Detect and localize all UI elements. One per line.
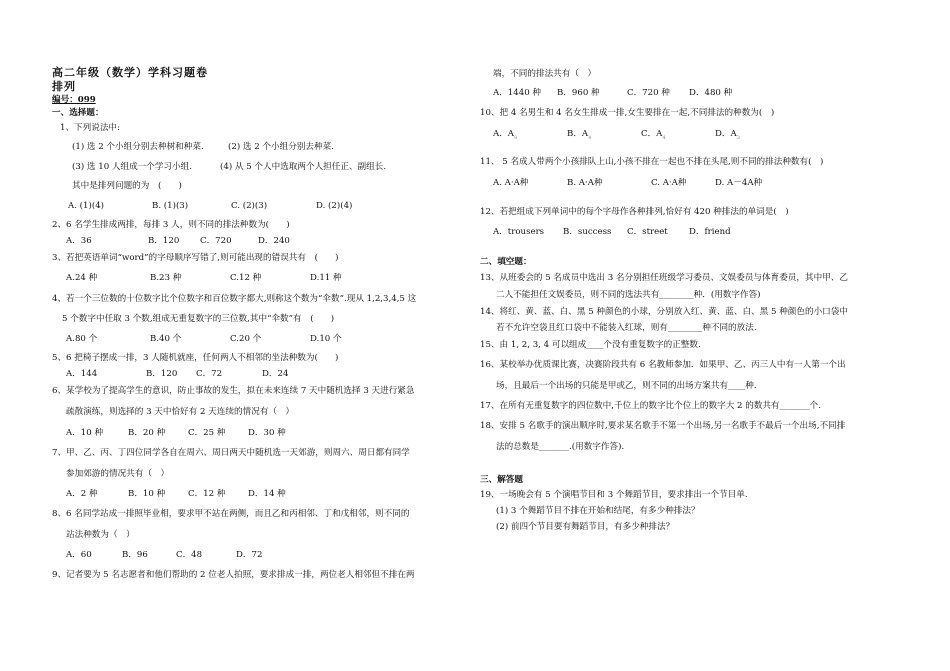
- q11-a-tail: 种: [519, 178, 529, 188]
- q6-option-a[interactable]: A．10 种: [66, 428, 104, 438]
- q9-stem-2: 端，不同的排法共有（ ）: [493, 69, 597, 79]
- q4-option-d[interactable]: D.10 个: [310, 334, 342, 344]
- q1-s1: (1) 选 2 个小组分别去种树和种菜.: [72, 142, 204, 152]
- q2-option-b[interactable]: B．120: [148, 236, 180, 246]
- q7-option-c[interactable]: C．12 种: [188, 489, 226, 499]
- q10-option-c[interactable]: [641, 129, 666, 144]
- q8-option-a[interactable]: A．60: [66, 550, 92, 560]
- q7-option-d[interactable]: D．14 种: [248, 489, 286, 499]
- q10-a-text: A．A: [493, 129, 515, 139]
- q2-option-a[interactable]: A．36: [66, 236, 92, 246]
- q4-option-c[interactable]: C.20 个: [230, 334, 262, 344]
- q6-stem-2: 疏散演练，则选择的 3 天中恰好有 2 天连续的情况有（ ）: [66, 407, 295, 417]
- q4-option-b[interactable]: B.40 个: [150, 334, 182, 344]
- q4-option-a[interactable]: A.80 个: [66, 334, 98, 344]
- q9-option-d[interactable]: D．480 种: [689, 88, 733, 98]
- page-subtitle: 排列: [52, 80, 76, 93]
- q19-line-2: (1) 3 个舞蹈节目不排在开始和结尾，有多少种排法？: [496, 506, 700, 516]
- q2-option-d[interactable]: D．240: [258, 236, 290, 246]
- q11-option-d[interactable]: [715, 178, 762, 189]
- q6-option-d[interactable]: D．30 种: [248, 428, 286, 438]
- q15-line-1: 15、由 1, 2, 3, 4 可以组成____个没有重复数字的正整数.: [480, 340, 701, 350]
- q11-option-b[interactable]: [567, 178, 603, 189]
- q12-option-c[interactable]: C．street: [627, 227, 668, 237]
- q12-option-b[interactable]: B．success: [563, 227, 612, 237]
- q11-c-tail: 种: [677, 178, 687, 188]
- q10-c-sub: 4: [662, 135, 666, 141]
- q5-option-c[interactable]: C．72: [196, 369, 223, 379]
- q1-option-c[interactable]: C. (2)(3): [231, 201, 268, 211]
- q1-s4: (4) 从 5 个人中选取两个人担任正、副组长.: [220, 162, 387, 172]
- q1-s3: (3) 选 10 人组成一个学习小组.: [72, 162, 192, 172]
- q10-c-text: C．A: [641, 129, 663, 139]
- q8-stem-2: 站法种数为（ ）: [66, 530, 135, 540]
- q4-stem-1: 4、若一个三位数的十位数字比个位数字和百位数字都大,则称这个数为“伞数”.现从 1,2,3,4,5 这: [52, 294, 417, 304]
- q6-option-c[interactable]: C．25 种: [188, 428, 226, 438]
- q7-option-a[interactable]: A．2 种: [66, 489, 98, 499]
- q6-stem-1: 6、某学校为了提高学生的意识，防止事故的发生，拟在未来连续 7 天中随机选择 3 天进行紧急: [52, 386, 415, 396]
- q10-b-sub: 4: [588, 135, 592, 141]
- q6-option-b[interactable]: B．20 种: [128, 428, 166, 438]
- q11-b-text: B. A: [567, 178, 585, 188]
- q1-option-b[interactable]: B. (1)(3): [152, 201, 189, 211]
- q11-stem: 11、 5 名成人带两个小孩排队上山,小孩不排在一起也不排在头尾,则不同的排法种数有( ): [480, 157, 824, 167]
- q12-option-d[interactable]: D．friend: [689, 227, 731, 237]
- q7-stem-1: 7、甲、乙、丙、丁四位同学各自在周六、周日两天中随机选一天郊游，则周六、周日都有同学: [52, 448, 410, 458]
- section3-heading: 三、解答题: [480, 475, 523, 485]
- q11-c-mid: ·A: [668, 178, 678, 188]
- q3-stem: 3、若把英语单词“word”的字母顺序写错了,则可能出现的错误共有 ( ): [52, 253, 339, 263]
- q7-stem-2: 参加郊游的情况共有（ ）: [66, 469, 170, 479]
- q16-line-2: 场，且最后一个出场的只能是甲或乙，则不同的出场方案共有____种.: [496, 381, 757, 391]
- q3-option-c[interactable]: C.12 种: [230, 273, 262, 283]
- q8-option-b[interactable]: B．96: [122, 550, 148, 560]
- q1-s2: (2) 选 2 个小组分别去种菜.: [228, 142, 334, 152]
- q9-stem-1: 9、记者要为 5 名志愿者和他们帮助的 2 位老人拍照，要求排成一排，两位老人相邻但不排在两: [52, 570, 415, 580]
- q1-option-d[interactable]: D. (2)(4): [316, 201, 353, 211]
- page-title: 高二年级（数学）学科习题卷: [52, 66, 208, 79]
- q19-line-1: 19、一场晚会有 5 个演唱节目和 3 个舞蹈节目，要求排出一个节目单.: [480, 490, 748, 500]
- q10-b-text: B．A: [567, 129, 589, 139]
- q11-option-c[interactable]: [651, 178, 687, 189]
- q5-option-a[interactable]: A．144: [66, 369, 98, 379]
- q18-line-1: 18、安排 5 名歌手的演出顺序时,要求某名歌手不第一个出场,另一名歌手不最后一个出场,不同排: [480, 421, 846, 431]
- q10-stem: 10、把 4 名男生和 4 名女生排成一排,女生要排在一起,不同排法的种数为( ): [480, 108, 775, 118]
- q3-option-d[interactable]: D.11 种: [310, 273, 342, 283]
- q13-line-1: 13、从班委会的 5 名成员中选出 3 名分别担任班级学习委员、文娱委员与体育委员，其中甲、乙: [480, 273, 848, 283]
- q10-option-a[interactable]: [493, 129, 517, 144]
- q10-option-d[interactable]: [715, 129, 740, 144]
- q5-option-d[interactable]: D．24: [262, 369, 289, 379]
- q8-option-c[interactable]: C．48: [176, 550, 203, 560]
- q1-ask: 其中是排列问题的为 ( ): [72, 181, 182, 191]
- q11-a-text: A. A: [493, 178, 511, 188]
- q11-c-text: C. A: [651, 178, 669, 188]
- q14-line-2: 若不允许空袋且红口袋中不能装入红球，则有________种不同的放法.: [496, 323, 757, 333]
- q11-d-text: D. A: [715, 178, 734, 188]
- q8-stem-1: 8、6 名同学站成一排照毕业相，要求甲不站在两侧，而且乙和丙相邻、丁和戊相邻，则不同的: [52, 509, 410, 519]
- q11-a-mid: ·A: [510, 178, 520, 188]
- q12-option-a[interactable]: A．trousers: [493, 227, 545, 237]
- q11-d-tail: 种: [753, 178, 763, 188]
- q11-option-a[interactable]: [493, 178, 528, 189]
- q4-stem-2: 5 个数字中任取 3 个数,组成无重复数字的三位数,其中“伞数”有 ( ): [62, 314, 335, 324]
- q17-line-1: 17、在所有无重复数字的四位数中,千位上的数字比个位上的数字大 2 的数共有_______个.: [480, 401, 822, 411]
- q10-option-b[interactable]: [567, 129, 591, 144]
- q9-option-c[interactable]: C．720 种: [627, 88, 670, 98]
- doc-code: 编号：099: [52, 95, 96, 105]
- q11-b-tail: 种: [593, 178, 603, 188]
- q11-d-mid: －4A: [733, 178, 754, 188]
- q7-option-b[interactable]: B．10 种: [128, 489, 166, 499]
- q10-d-text: D．A: [715, 129, 737, 139]
- q11-b-mid: ·A: [585, 178, 594, 188]
- q10-d-sub: 3: [736, 135, 740, 141]
- q5-option-b[interactable]: B．120: [146, 369, 178, 379]
- section1-heading: 一、选择题：: [52, 108, 104, 118]
- q3-option-a[interactable]: A.24 种: [66, 273, 98, 283]
- q5-stem: 5、6 把椅子摆成一排，3 人随机就座，任何两人不相邻的坐法种数为( ): [52, 353, 339, 363]
- q9-option-a[interactable]: A．1440 种: [493, 88, 541, 98]
- q1-option-a[interactable]: A. (1)(4): [68, 201, 105, 211]
- q1-stem: 1、下列说法中:: [60, 123, 120, 133]
- q12-stem: 12、若把组成下列单词中的每个字母作各种排列,恰好有 420 种排法的单词是( ): [480, 207, 789, 217]
- q2-option-c[interactable]: C．720: [200, 236, 232, 246]
- q2-stem: 2、6 名学生排成两排，每排 3 人，则不同的排法种数为( ): [52, 220, 290, 230]
- q18-line-2: 法的总数是_______.(用数字作答).: [496, 442, 625, 452]
- q13-line-2: 二人不能担任文娱委员，则不同的选法共有________种．(用数字作答): [496, 290, 761, 300]
- q16-line-1: 16、某校举办优质课比赛，决赛阶段共有 6 名教师参加．如果甲、乙、丙三人中有一人第一个出: [480, 360, 846, 370]
- q14-line-1: 14、将红、黄、蓝、白、黑 5 种颜色的小球，分别放入红、黄、蓝、白、黑 5 种颜色的小口袋中: [480, 307, 848, 317]
- q9-option-b[interactable]: B．960 种: [557, 88, 600, 98]
- q8-option-d[interactable]: D．72: [236, 550, 263, 560]
- q19-line-3: (2) 前四个节目要有舞蹈节目，有多少种排法？: [496, 522, 675, 532]
- section2-heading: 二、填空题：: [480, 257, 532, 267]
- q3-option-b[interactable]: B.23 种: [150, 273, 182, 283]
- q10-a-sub: 8: [514, 135, 518, 141]
